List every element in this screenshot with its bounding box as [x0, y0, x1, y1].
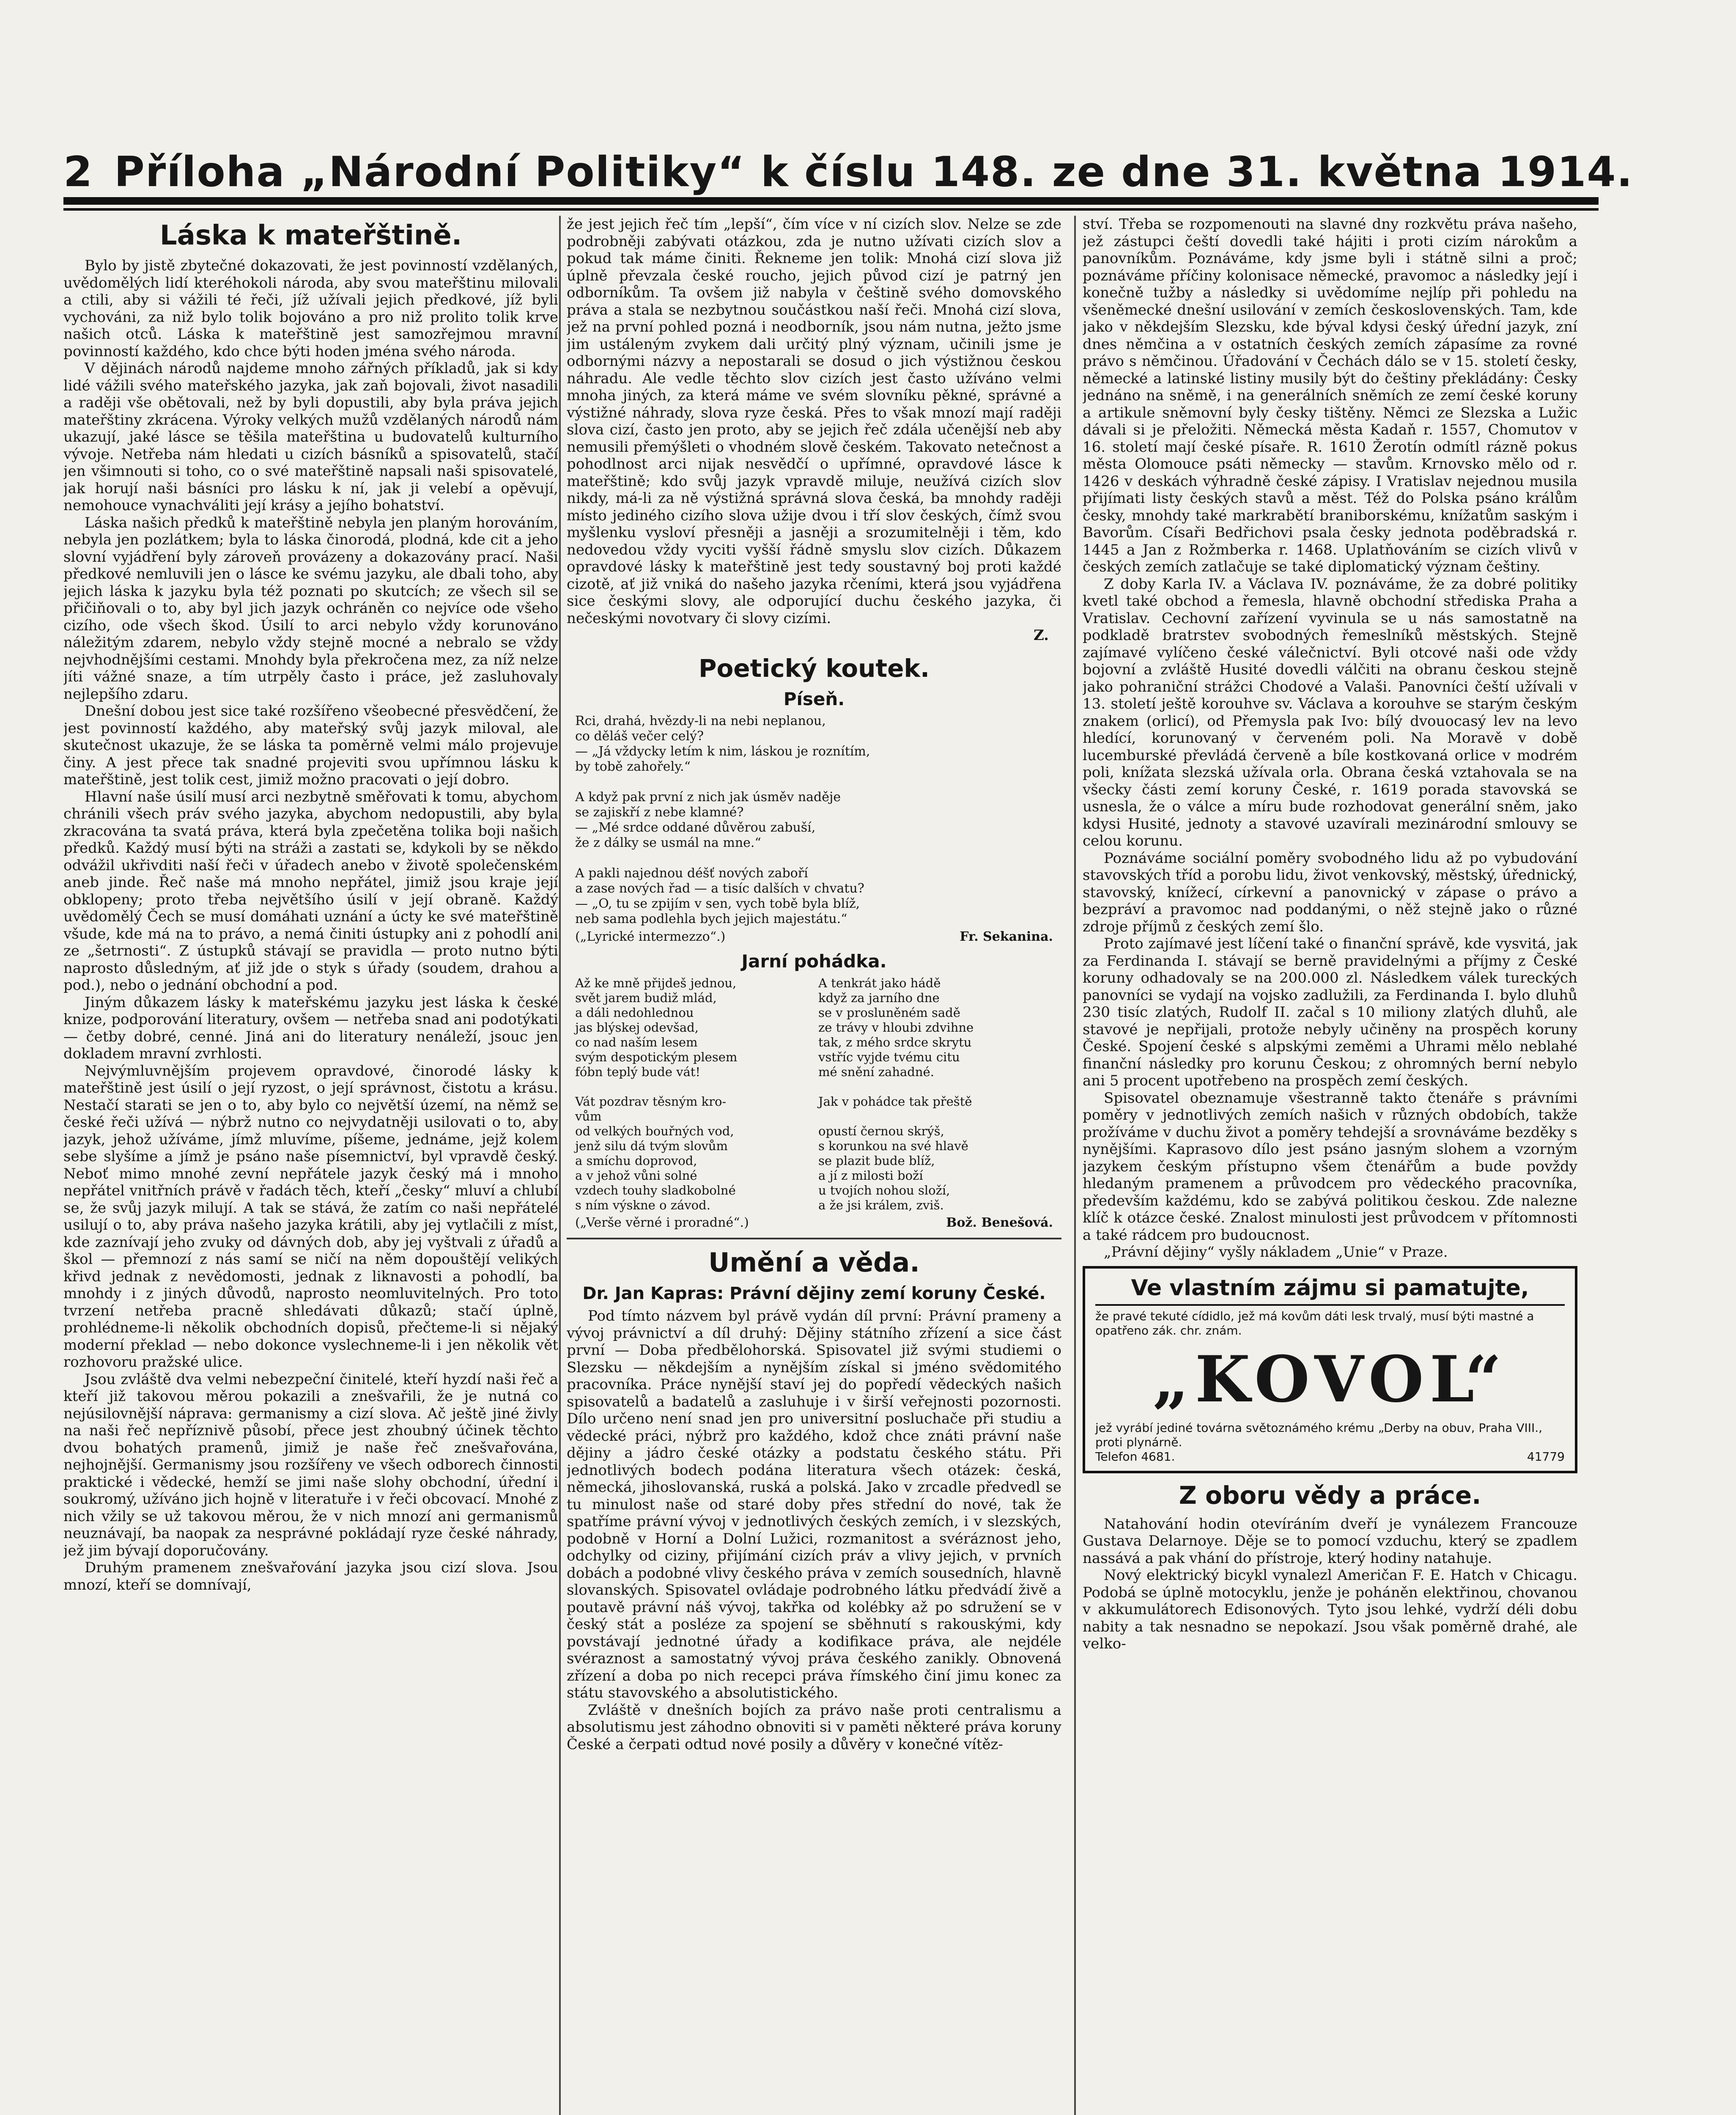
- poem-line: se v prosluněném sadě: [818, 1005, 960, 1020]
- poem-line: vům: [575, 1109, 602, 1123]
- poem-line: A tenkrát jako hádě: [818, 976, 941, 990]
- poem-right-column: [818, 976, 1053, 1213]
- masthead: [63, 148, 1633, 199]
- article-continuation: [567, 216, 1061, 627]
- poem-line: co nad naším lesem: [575, 1035, 698, 1049]
- column-2: [567, 216, 1061, 2115]
- column-divider: [1074, 216, 1076, 2115]
- author-signature: Z.: [1033, 627, 1049, 644]
- ad-footer: jež vyrábí jediné továrna světoznámého krému „Derby na obuv, Praha VIII., proti plynárně.: [1095, 1420, 1543, 1449]
- article-body: [63, 257, 558, 1593]
- poem-line: s ním výskne o závod.: [575, 1198, 710, 1212]
- section-divider: [567, 1238, 1061, 1239]
- poem-line: a že jsi králem, zviš.: [818, 1198, 944, 1212]
- poem-line: [818, 1109, 1053, 1124]
- article-continuation: [1083, 216, 1577, 1261]
- paragraph: Hlavní naše úsilí musí arci nezbytně směřovati k tomu, abychom chránili všech práv svého jazyka, abychom nedopustili, aby byla zkracována ta svatá práva, která byla zpečetěna tolika boji našich předků. Každý musí býti na stráži a zastati se, kdykoli by se někdo odvážil ukřivditi naší řeči v úřadech anebo v životě společenském aneb jinde. Řeč naše má mnoho nepřátel, jimiž jsou kraje její obklopeny; proto třeba největšího úsilí v její obraně. Každý uvědomělý Čech se musí domáhati uznání a úcty ke své mateřštině všude, kde má na to právo, a nemá činiti ústupky ani z pohodlí ani ze „šetrnosti“. Z ústupků stávají se pravidla — proto nutno býti naprosto důsledným, ať již jde o styk s úřady (soudem, drahou a pod.), nebo o jednání obchodní a pod.: [63, 788, 558, 994]
- poem-line: tak, z mého srdce skrytu: [818, 1035, 972, 1049]
- poem-line: Vát pozdrav těsným kro-: [575, 1094, 727, 1109]
- paragraph: Nejvýmluvnějším projevem opravdové, činorodé lásky k mateřštině jest úsilí o její ryzost, o její správnost, čistotu a krásu. Nestačí starati se jen o to, aby bylo co největší území, na němž se české řeči užívá — nýbrž nutno co nejvydatněji usilovati o to, aby jazyk, jehož užíváme, jímž mluvíme, píšeme, jednáme, jejž kolem sebe slyšíme a jímž je psáno naše písemnictví, byl vpravdě český. Neboť mimo mnohé zevní nepřátele jazyk český má i mnoho nepřátel vnitřních právě v řadách těch, kteří „česky“ mluví a chlubí se, že svůj jazyk milují. A tak se stává, že zatím co naši nepřátelé usilují o to, aby práva našeho jazyka krátili, aby jej vytlačili z míst, kde zaznívají jeho zvuky od dávných dob, aby jej vyštvali z úřadů a škol — přemnozí z nás samí se ničí na něm dopouštějí velikých křivd jednak z nevědomosti, jednak z liknavosti a pohodlí, ba mnohdy i z jiných důvodů, naprosto neomluvitelných. Pro toto tvrzení netřeba pracně shledávati důkazů; stačí úplně, prohlédneme-li několik obchodních dopisů, přečteme-li si nějaký moderní překlad — nebo dokonce vyslechneme-li i jen několik vět rozhovoru pražské ulice.: [63, 1062, 558, 1371]
- paragraph: že jest jejich řeč tím „lepší“, čím více v ní cizích slov. Nelze se zde podrobněji zabývati otázkou, zda je nutno užívati cizích slov a pokud tak máme činiti. Řekneme jen tolik: Mnohá cizí slova již úplně převzala české roucho, jejich původ cizí je patrný jen odborníkům. Ta ovšem již nabyla v češtině svého domovského práva a stala se nezbytnou součástkou naší řeči. Mnohá cizí slova, jež na první pohled pozná i neodborník, jsou nám nutna, ježto jsme jim ustáleným zvykem dali určitý plný význam, učinili jsme je odbornými názvy a nepostarali se dosud o jich výstižnou českou náhradu. Ale vedle těchto slov cizích jest často užíváno velmi mnoha jiných, za která máme ve svém slovníku pěkné, správné a výstižné náhrady, slova ryze česká. Přes to však mnozí mají raději slova cizí, často jen proto, aby se jejich řeč zdála učenější neb aby nemusili přemýšleti o vhodném slově českém. Takovato netečnost a pohodlnost arci nijak nesvědčí o upřímné, opravdové lásce k mateřštině; kdo svůj jazyk vpravdě miluje, neužívá cizích slov nikdy, má-li za ně výstižná správná slova česká, ba mnohdy raději místo jediného cizího slova užije dvou i tří slov českých, čímž svou myšlenku vysloví přesněji a jasněji a srozumitelněji i těm, kdo nedovedou vždy vyciti vyšší řádně smyslu slov cizích. Důkazem opravdové lásky k mateřštině jest tedy soustavný boj proti každé cizotě, ať již vniká do našeho jazyka rčeními, která jsou vyjádřena sice českými slovy, ale odporující duchu českého jazyka, či nečeskými novotvary či slovy cizími.: [567, 216, 1061, 627]
- poem-line: od velkých bouřných vod,: [575, 1124, 734, 1138]
- column-3: [1083, 216, 1577, 2115]
- masthead-rule-thick: [63, 197, 1599, 205]
- poem-line: se zajiskří z nebe klamné?: [575, 805, 744, 820]
- ad-brand-name: „KOVOL“: [1152, 1342, 1508, 1417]
- poem-line: Rci, drahá, hvězdy-li na nebi neplanou,: [575, 714, 826, 728]
- poem-author: Fr. Sekanina.: [960, 929, 1053, 944]
- paragraph: Bylo by jistě zbytečné dokazovati, že jest povinností vzdělaných, uvědomělých lidí kteréhokoli národa, aby svou mateřštinu milovali a ctili, aby si vážili té řeči, jíž užívali jejich předkové, jíž byli vychováni, za niž bylo tolik bojováno a pro niž prolito tolik krve našich otců. Láska k mateřštině jest samozřejmou mravní povinností každého, kdo chce býti hoden jména svého národa.: [63, 257, 558, 360]
- poem-line: fóbn teplý bude vát!: [575, 1065, 701, 1079]
- ad-body: že pravé tekuté cídidlo, jež má kovům dáti lesk trvalý, musí býti mastné a opatřeno zák. chr. znám.: [1095, 1309, 1534, 1338]
- poem-line: — „Já vždycky letím k nim, láskou je roznítím,: [575, 744, 870, 759]
- poem-line: se plazit bude blíž,: [818, 1154, 935, 1168]
- poem-line: když za jarního dne: [818, 991, 940, 1005]
- paragraph: Jsou zvláště dva velmi nebezpeční činitelé, kteří hyzdí naši řeč a kteří již takovou měrou pokazili a znešvařili, že je nutná co nejúsilovnější náprava: germanismy a cizí slova. Ač ještě jiné živly na naši řeč nepříznivě působí, přece jest zhoubný účinek těchto dvou bohatých pramenů, jimiž je naše řeč znešvařována, nejhojnější. Germanismy jsou rozšířeny ve všech odborech činnosti praktické i vědecké, hemží se jimi naše slohy obchodní, úřední i soukromý, užíváno jich hojně v literatuře i v řeči obcovací. Mnohé z nich vžily se už takovou měrou, že v nich mnozí ani germanismů neuznávají, ba naopak za nesprávné pokládají ryze české náhrady, jež jim bývají doporučovány.: [63, 1371, 558, 1559]
- kovol-advertisement: [1083, 1266, 1577, 1473]
- page-number: 2: [63, 148, 93, 196]
- poem-line: neb sama podlehla bych jejich majestátu.“: [575, 912, 847, 926]
- paragraph: Z doby Karla IV. a Václava IV. poznáváme, že za dobré politiky kvetl také obchod a řemesla, hlavně obchodní střediska Praha a Vratislav. Cechovní zařízení vyvinula se u nás samostatně na podkladě bratrstev svobodných řemeslníků městských. Stejně zajímavé vylíčeno české válečnictví. Byli otcové naši ode vždy bojovní a zvláště Husité dovedli válčiti na obranu českou stejně jako pohraniční strážci Chodové a Valaši. Panovníci čeští užívali v 13. století ještě korouhve sv. Václava a korouhve se starým českým znakem (orlicí), od Přemysla pak Ivo: bílý dvouocasý lev na levo hledící, korunovaný v červeném poli. Na Moravě v době lucemburské převládá červeně a bíle kostkovaná orlice v modrém poli, knížata slezská užívala orla. Obrana česká vztahovala se na všecky části zemí koruny České, r. 1619 porada stavovská se usnesla, že o válce a míru bude rozhodovat generální sněm, jako kdysi Husité, jednoty a stavové uzavírali mezinárodní smlouvy se celou korunu.: [1083, 575, 1577, 849]
- paragraph: Jiným důkazem lásky k mateřskému jazyku jest láska k české knize, podporování literatury, ovšem — netřeba snad ani podotýkati — četby dobré, cenné. Jiná ani do literatury nenáleží, jsouc jen dokladem mravní zvrhlosti.: [63, 994, 558, 1062]
- paragraph: Dnešní dobou jest sice také rozšířeno všeobecné přesvědčení, že jest povinností každého, aby mateřský svůj jazyk miloval, ale skutečnost ukazuje, že se láska ta poměrně velmi málo projevuje činy. A jest přece tak snadné projeviti svou upřímnou lásku k mateřštině, jest tolik cest, jimiž možno pracovati o její dobro.: [63, 703, 558, 788]
- poem-line: Jak v pohádce tak přeště: [818, 1094, 972, 1109]
- poem-attribution: [575, 929, 1053, 944]
- paragraph: Natahování hodin otevíráním dveří je vynálezem Francouze Gustava Delarnoye. Děje se to pomocí vzduchu, který se zpadlem nassává a pak vhání do přístroje, který hodiny natahuje.: [1083, 1515, 1577, 1567]
- poem-line: [575, 775, 1053, 790]
- column-divider: [559, 216, 561, 2115]
- poem-line: A když pak první z nich jak úsměv naděje: [575, 790, 841, 805]
- poem-line: A pakli najednou déšť nových zaboří: [575, 866, 808, 881]
- poem-line: a smíchu doprovod,: [575, 1154, 697, 1168]
- poem-line: vzdech touhy sladkobolné: [575, 1183, 736, 1198]
- ad-phone: Telefon 4681.: [1095, 1449, 1175, 1464]
- poem-line: mé snění zahadné.: [818, 1065, 934, 1079]
- paragraph: Zvláště v dnešních bojích za právo naše proti centralismu a absolutismu jest záhodno obnoviti si v paměti některé práva koruny České a čerpati odtud nové posily a důvěry v konečné vítěz-: [567, 1701, 1061, 1753]
- poem-line: svým despotickým plesem: [575, 1050, 738, 1064]
- poem-source: („Lyrické intermezzo“.): [575, 929, 726, 944]
- article-title: Dr. Jan Kapras: Právní dějiny zemí koruny České.: [582, 1284, 1046, 1303]
- poem-line: Až ke mně přijdeš jednou,: [575, 976, 737, 990]
- masthead-title: [63, 148, 1633, 196]
- poem-two-columns: [575, 976, 1053, 1213]
- poem-line: by tobě zahořely.“: [575, 759, 691, 774]
- column-1: [63, 216, 558, 2115]
- poem-line: jas blýskej odevšad,: [575, 1020, 699, 1035]
- ad-headline: Ve vlastním zájmu si pamatujte,: [1095, 1275, 1565, 1306]
- poem-line: svět jarem budiž mlád,: [575, 991, 717, 1005]
- poetry-section-title: Poetický koutek.: [698, 654, 930, 683]
- poem-line: — „Mé srdce oddané důvěrou zabuší,: [575, 820, 816, 835]
- paragraph: Nový elektrický bicykl vynalezl Američan F. E. Hatch v Chicagu. Podobá se úplně motocyklu, jenže je poháněn elektřinou, chovanou v akkumulátorech Edisonových. Tyto jsou lehké, vydrží déli dobu nabity a tak nesnadno se nepokazí. Jsou však poměrně drahé, ale velko-: [1083, 1567, 1577, 1652]
- paragraph: Poznáváme sociální poměry svobodného lidu až po vybudování stavovských tříd a porobu lidu, život venkovský, městský, úřednický, stavovský, knížecí, církevní a panovnický v zápase o právo a bezpráví a pravomoc nad poddanými, o něž stejně jako o různé zdroje příjmů z českých zemí šlo.: [1083, 849, 1577, 935]
- article-body: [567, 1307, 1061, 1753]
- paragraph: „Právní dějiny“ vyšly nákladem „Unie“ v Praze.: [1104, 1244, 1448, 1261]
- poem-title: Jarní pohádka.: [741, 951, 887, 972]
- poem-line: a zase nových řad — a tisíc dalších v chvatu?: [575, 881, 864, 896]
- poem-line: — „O, tu se zpijím v sen, vych tobě byla blíž,: [575, 896, 860, 911]
- poem-line: a v jehož vůni solné: [575, 1168, 697, 1183]
- poem-left-column: [575, 976, 810, 1213]
- supplement-title: Příloha „Národní Politiky“ k číslu 148. ze dne 31. května 1914.: [114, 148, 1633, 196]
- poem-line: že z dálky se usmál na mne.“: [575, 835, 761, 850]
- masthead-rule-thin: [63, 208, 1599, 211]
- poem-text: [575, 714, 1053, 927]
- ad-contact-row: [1095, 1450, 1565, 1464]
- poem-line: [575, 851, 1053, 866]
- poem-source: („Verše věrné i proradné“.): [575, 1215, 749, 1230]
- paragraph: Proto zajímavé jest líčení také o finanční správě, kde vysvitá, jak za Ferdinanda I. stávají se berně pravidelnými a příjmy z České koruny odhadovaly se na 200.000 zl. Následkem válek tureckých panovníci se vydají na vojsko zadlužili, za Ferdinanda I. bylo dluhů 230 tisíc zlatých, Rudolf II. začal s 10 miliony zlatých dluhů, ale stavové je nepřijali, protože nebyly učiněny na prospěch koruny České. Spojení české s alpskými zeměmi a Uhrami mělo neblahé finanční následky pro korunu Českou; z ohromných berní nebylo ani 5 procent upotřebeno na prospěch zemí českých.: [1083, 935, 1577, 1089]
- poem-line: a jí z milosti boží: [818, 1168, 923, 1183]
- poem-line: [818, 1079, 1053, 1094]
- article-title: Z oboru vědy a práce.: [1179, 1480, 1481, 1510]
- poem-title: Píseň.: [783, 689, 845, 709]
- paragraph: Spisovatel obeznamuje všestranně takto čtenáře s právními poměry v jednotlivých zemích našich v různých obdobích, takže prožíváme v duchu život a poměry tehdejší a srovnáváme bezděky s nynějšími. Kaprasovo dílo jest psáno jasným slohem a vzorným jazykem českým přístupno všem čtenářům a bude povždy hledaným pramenem a průvodcem pro vědeckého pracovníka, především každému, kdo se zabývá politikou českou. Zde nalezne klíč k otázce české. Znalost minulosti jest průvodcem v přítomnosti a také rádcem pro budoucnost.: [1083, 1089, 1577, 1244]
- ad-code: 41779: [1527, 1449, 1565, 1464]
- poem-line: a dáli nedohlednou: [575, 1005, 694, 1020]
- paragraph: Láska našich předků k mateřštině nebyla jen planým horováním, nebyla jen pozlátkem; byla to láska činorodá, plodná, kde cit a jeho slovní vyjádření byly zároveň provázeny a dokazovány prací. Naši předkové nemluvili jen o lásce ke svému jazyku, ale dbali toho, aby jejich láska k jazyku byla též poznati po skutcích; ze všech sil se přičiňovali o to, aby byl jich jazyk ochráněn co nejvíce ode všeho cizího, ode všech škod. Úsilí to arci nebylo vždy korunováno náležitým zdarem, nebylo vždy stejně mocné a nebralo se vždy nejvhodnějšími cestami. Mnohdy byla překročena mez, za níž nelze jíti vážné snaze, a tím utrpěly často i práce, jež zasluhovaly nejlepšího zdaru.: [63, 514, 558, 703]
- poem-line: u tvojích nohou složí,: [818, 1183, 950, 1198]
- poem-author: Bož. Benešová.: [946, 1215, 1053, 1230]
- poem-line: s korunkou na své hlavě: [818, 1139, 968, 1153]
- article-body: [1083, 1516, 1577, 1653]
- poem-line: ze trávy v hloubi zdvihne: [818, 1020, 974, 1035]
- poem-line: opustí černou skrýš,: [818, 1124, 944, 1138]
- paragraph: ství. Třeba se rozpomenouti na slavné dny rozkvětu práva našeho, jež zástupci čeští dovedli také hájiti i proti cizím nárokům a panovníkům. Poznáváme, kdy jsme byli i státně silni a proč; poznáváme příčiny kolonisace německé, pravomoc a následky její i konečně tužby a následky si uvědomíme nejlíp při pohledu na všeněmecké dnešní usilování v zemích československých. Tam, kde jako v někdejším Slezsku, kde býval kdysi český úřední jazyk, zní dnes němčina a v ostatních českých zemích zápasíme za rovné právo s němčinou. Úřadování v Čechách dálo se v 15. století česky, německé a latinské listiny musily být do češtiny překládány: Česky jednáno na sněmě, i na generálních sněmích ze zemí české koruny a artikule sněmovní byly česky tištěny. Němci ze Slezska a Lužic dávali si je přeložiti. Německá města Kadaň r. 1557, Chomutov v 16. století mají české písaře. R. 1610 Žerotín odmítl rázně pokus města Olomouce psáti německy — stavům. Krnovsko mělo od r. 1426 v deskách výhradně české zápisy. I Vratislav nejednou musila přijímati listy českých stavů a měst. Též do Polska psáno králům česky, mnohdy také markrabětí braniborskému, knížatům saským i Bavorům. Císaři Bedřichovi psala česky jednota poděbradská r. 1445 a Jan z Rožmberka r. 1468. Uplatňováním se cizích vlivů v českých zemích zatlačuje se také diplomatický význam češtiny.: [1083, 216, 1577, 575]
- section-title: Umění a věda.: [708, 1247, 920, 1278]
- poem-line: co děláš večer celý?: [575, 729, 704, 744]
- poem-line: [575, 1079, 810, 1094]
- paragraph: Druhým pramenem znešvařování jazyka jsou cizí slova. Jsou mnozí, kteří se domnívají,: [63, 1559, 558, 1593]
- article-title: Láska k mateřštině.: [159, 220, 462, 251]
- poem-line: jenž silu dá tvým slovům: [575, 1139, 728, 1153]
- poem-line: vstříc vyjde tvému citu: [818, 1050, 960, 1064]
- paragraph: Pod tímto názvem byl právě vydán díl první: Právní prameny a vývoj právnictví a díl druhý: Dějiny státního zřízení a sice část první — Doba předbělohorská. Spisovatel již svými studiemi o Slezsku — někdejším a nynějším získal si jméno svědomitého pracovníka. Práce nynější staví jej do popředí vědeckých našich spisovatelů a badatelů a zasluhuje i v širší veřejnosti pozornosti. Dílo určeno není snad jen pro universitní posluchače při studiu a vědecké práci, nýbrž pro každého, kdož chce znáti právní naše dějiny a jádro české otázky a podstatu českého státu. Při jednotlivých bodech podána literatura všech otázek: česká, německá, jihoslovanská, ruská a polská. Jako v zrcadle předvedl se tu minulost naše od staré doby přes střední do nové, tak že spatříme právní vývoj v jednotlivých českých zemích, i v slezských, podobně v Horní a Dolní Lužici, rozmanitost a svéráznost jeho, odchylky od ciziny, přijímání cizích práv a vlivy jejich, v prvních dobách a podobné vlivy českého práva v zemích sousedních, hlavně slovanských. Spisovatel ovládaje podrobného látku předvádí živě a poutavě právní náš vývoj, takřka od kolébky až po sdružení se v český stát a posléze za spojení se sběhnutí s rakouskými, kdy povstávají jednotné úřady a kodifikace práva, ale nejdéle svéraznost a samostatný vývoj práva českého zanikly. Obnovená zřízení a doba po nich recepci práva římského činí jimu konec za státu stavovského a absolutistického.: [567, 1307, 1061, 1701]
- poem-attribution: [575, 1215, 1053, 1230]
- paragraph: V dějinách národů najdeme mnoho zářných příkladů, jak si kdy lidé vážili svého mateřského jazyka, jak zaň bojovali, život nasadili a raději vše obětovali, než by byli dopustili, aby byla práva jejich mateřštiny zkrácena. Výroky velkých mužů vzdělaných národů nám ukazují, jaké lásce se těšila mateřština u budovatelů kulturního vývoje. Netřeba nám hledati u cizích básníků a spisovatelů, stačí jen všimnouti si toho, co o své mateřštině napsali naši spisovatelé, jak horují naši básníci pro lásku k ní, jak ji velebí a opěvují, nemohouce vynachváliti její krásy a jejího bohatství.: [63, 360, 558, 514]
